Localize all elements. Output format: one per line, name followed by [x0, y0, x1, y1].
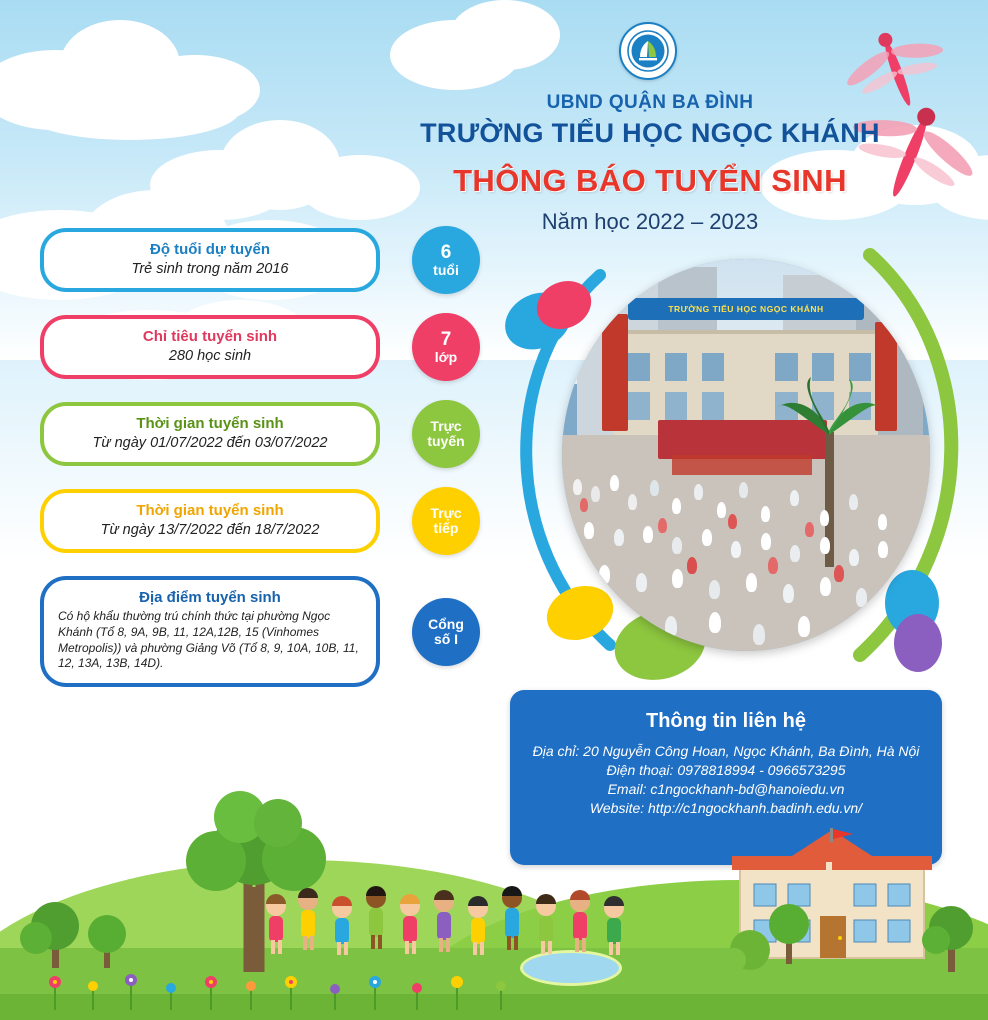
authority-name: UBND QUẬN BA ĐÌNH: [546, 92, 754, 113]
contact-address: Địa chỉ: 20 Nguyễn Công Hoan, Ngọc Khánh, Ba Đình, Hà Nội: [532, 743, 920, 759]
school-photo: [562, 259, 930, 651]
bottom-scene: [0, 790, 988, 1020]
status-badge: [412, 400, 480, 468]
bush-icon: [726, 910, 776, 976]
info-title: Thời gian tuyển sinh: [136, 502, 284, 519]
contact-website: Website: http://c1ngockhanh.badinh.edu.vn/: [589, 800, 863, 816]
badge-line-1: Cổng: [428, 615, 464, 632]
status-badge: [412, 226, 480, 294]
badge-line-2: tuyến: [427, 433, 465, 449]
page-title: THÔNG BÁO TUYỂN SINH: [453, 163, 847, 198]
contact-phone: Điện thoại: 0978818994 - 0966573295: [606, 762, 846, 778]
status-badge: [412, 313, 480, 381]
info-title: Thời gian tuyển sinh: [136, 415, 284, 432]
children-group: [262, 878, 712, 958]
school-name: TRƯỜNG TIỂU HỌC NGỌC KHÁNH: [420, 118, 880, 148]
list-item: [40, 228, 480, 292]
info-detail: 280 học sinh: [168, 348, 252, 364]
badge-line-2: tiếp: [433, 520, 459, 536]
status-badge: [412, 598, 480, 666]
info-detail: Có hộ khẩu thường trú chính thức tại phường Ngọc Khánh (Tổ 8, 9A, 9B, 11, 12A,12B, 15 (Vinhomes Metropolis)) và phường Giảng Võ (Tổ 8, 9, 10A, 10B, 11, 12, 13A, 13B, 14D).: [58, 609, 359, 671]
info-detail: Từ ngày 13/7/2022 đến 18/7/2022: [100, 522, 320, 538]
photo-block: [500, 245, 960, 665]
badge-line-1: Trực: [430, 505, 462, 522]
status-badge: [412, 487, 480, 555]
poster-header: [330, 92, 970, 235]
badge-line-1: Trực: [430, 418, 462, 435]
badge-line-2: số I: [433, 630, 459, 647]
school-year: Năm học 2022 – 2023: [541, 209, 759, 234]
info-pill: [40, 489, 380, 553]
info-pill: [40, 402, 380, 466]
info-pill: [40, 315, 380, 379]
school-emblem-icon: [619, 22, 677, 80]
flower-row: [40, 954, 560, 1014]
list-item: [40, 576, 480, 687]
info-title: Địa điểm tuyển sinh: [139, 589, 281, 606]
tree-icon: [922, 882, 982, 972]
badge-line-1: 7: [440, 328, 452, 350]
photo-banner-text: TRƯỜNG TIỂU HỌC NGỌC KHÁNH: [628, 298, 864, 320]
info-detail: Trẻ sinh trong năm 2016: [131, 261, 289, 277]
info-title: Chỉ tiêu tuyển sinh: [142, 328, 278, 345]
contact-email: Email: c1ngockhanh-bd@hanoiedu.vn: [607, 781, 845, 797]
info-pill: [40, 576, 380, 687]
contact-heading: Thông tin liên hệ: [646, 710, 806, 732]
badge-line-2: tuổi: [433, 261, 459, 278]
info-title: Độ tuổi dự tuyển: [149, 241, 270, 258]
info-rows-list: [40, 228, 480, 710]
badge-line-2: lớp: [434, 348, 458, 365]
list-item: [40, 489, 480, 553]
info-pill: [40, 228, 380, 292]
badge-line-1: 6: [440, 241, 452, 263]
list-item: [40, 402, 480, 466]
crowd-decoration: [562, 455, 930, 651]
info-detail: Từ ngày 01/07/2022 đến 03/07/2022: [92, 435, 328, 451]
list-item: [40, 315, 480, 379]
